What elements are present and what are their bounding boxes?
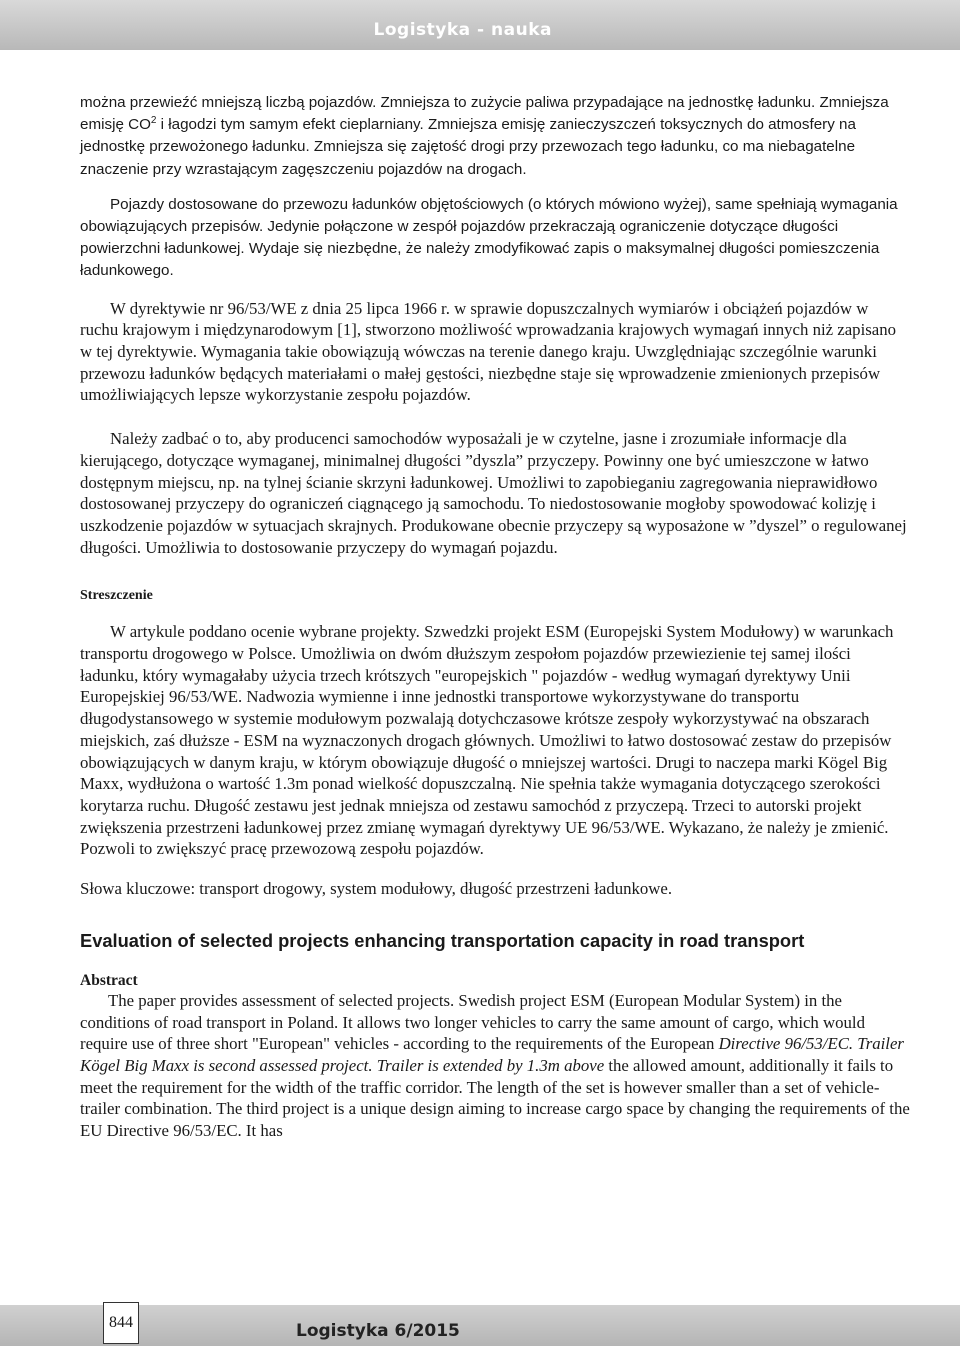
abstract-body — [80, 990, 910, 1142]
abstract-text-a: The paper provides assessment of selected projects. Swedish project ESM (European Modular System) in the conditions of road transport in Poland. It allows two longer vehicles to carry the same amount of cargo, which would require use of three short "European" vehicles - according to the requirements of the European — [80, 990, 865, 1054]
paragraph-3: W dyrektywie nr 96/53/WE z dnia 25 lipca 1966 r. w sprawie dopuszczalnych wymiarów i obciążeń pojazdów w ruchu krajowym i międzynarodowym [1], stworzono możliwość wprowadzania krajowych wymagań innych niż zapisano w tej dyrektywie. Wymagania takie obowiązują wówczas na terenie danego kraju. Uwzględniając szczególnie warunki przewozu ładunków będących materiałami o małej gęstości, niezbędne staje się wprowadzenie zmienionych przepisów umożliwiających lepsze wykorzystanie zespołu pojazdów. — [80, 298, 896, 405]
article-body — [80, 92, 910, 1142]
paragraph-2: Pojazdy dostosowane do przewozu ładunków objętościowych (o których mówiono wyżej), same spełniają wymagania obowiązujących przepisów. Jedynie połączone w zespół pojazdów przekraczają ograniczenie dotyczące długości powierzchni ładunkowej. Wydaje się niezbędne, że należy zmodyfikować zapis o maksymalnej długości pomieszczenia ładunkowego. — [80, 195, 898, 280]
summary-heading: Streszczenie — [80, 588, 153, 604]
keywords: Słowa kluczowe: transport drogowy, system modułowy, długość przestrzeni ładunkowe. — [80, 879, 673, 899]
english-title: Evaluation of selected projects enhancing transportation capacity in road transport — [80, 929, 805, 951]
paragraph-1 — [80, 92, 910, 181]
footer-bar — [0, 1305, 960, 1346]
abstract-text-b: the allowed amount, additionally it fails to meet the requirement for the width of the traffic corridor. The length of the set is however smaller than a set of vehicle-trailer combination. The third project is a unique design aiming to increase cargo space by changing the requirements of the EU Directive 96/53/EC. It has — [80, 1055, 910, 1141]
paragraph-1-text-a: można przewieźć mniejszą liczbą pojazdów. Zmniejsza to zużycie paliwa przypadające na jednostkę ładunku. Zmniejsza emisję CO — [80, 94, 889, 134]
paragraph-1-text-b: i łagodzi tym samym efekt cieplarniany. Zmniejsza emisję zanieczyszczeń toksycznych do atmosfery na jednostkę przewożonego ładunku. Zmniejsza się zajętość drogi przy przewozach tego ładunku, co ma niebagatelne znaczenie przy wzrastającym zagęszczeniu pojazdów na drogach. — [80, 116, 856, 178]
abstract-label: Abstract — [80, 971, 138, 989]
journal-issue: Logistyka 6/2015 — [296, 1321, 460, 1341]
summary-body: W artykule poddano ocenie wybrane projekty. Szwedzki projekt ESM (Europejski System Modułowy) w warunkach transportu drogowego w Polsce. Umożliwia on dwóm dłuższym zespołom pojazdów przewiezienie tej samej ilości ładunku, który wymagałaby użycia trzech krótszych "europejskich " pojazdów - według wymagań dyrektywy Unii Europejskiej 96/53/WE. Nadwozia wymienne i inne jednostki transportowe wykorzystywane do transportu długodystansowego w systemie modułowym pozwalają dotychczasowe krótsze zespoły wykorzystywać na obszarach miejskich, zaś dłuższe - ESM na wyznaczonych drogach głównych. Umożliwi to łatwo dostosować zestaw do przepisów obowiązujących w danym kraju, w którym obowiązuje długość o mniejszej wartości. Drugi to naczepa marki Kögel Big Maxx, wydłużona o wartość 1.3m ponad wielkość dopuszczalną. Nie spełnia także wymagania dotyczącego szerokości korytarza ruchu. Długość zestawu jest jednak mniejsza od zestawu samochód z przyczepą. Trzeci to autorski projekt zwiększenia przestrzeni ładunkowej przez zmianę wymagań dyrektywy UE 96/53/WE. Wykazano, że należy je zmienić. Pozwoli to zwiększyć pracę przewozową zespołu pojazdów. — [80, 622, 894, 859]
header-bar — [0, 0, 960, 50]
page-number: 844 — [103, 1302, 139, 1344]
running-header-title: Logistyka - nauka — [373, 20, 552, 40]
co2-subscript: 2 — [150, 115, 157, 127]
abstract-text-italic: Directive 96/53/EC. Trailer Kögel Big Maxx is second assessed project. Trailer is extended by 1.3m above — [80, 1034, 904, 1075]
paragraph-4: Należy zadbać o to, aby producenci samochodów wyposażali je w czytelne, jasne i zrozumiałe informacje dla kierującego, dotyczące wymaganej, minimalnej długości ”dyszla” przyczepy. Powinny one być umieszczone w łatwo dostępnym miejscu, np. na tylnej ścianie skrzyni ładunkowej. Umożliwi to zapobieganiu zagregowania nieprawidłowo dostosowanej przyczepy do ograniczeń ciągnącego ją samochodu. To niedostosowanie mogłoby spowodować kolizję i uszkodzenie pojazdów w sytuacjach skrajnych. Produkowane obecnie przyczepy są wyposażone w ”dyszel” o regulowanej długości. Umożliwia to dostosowanie przyczepy do wymagań pojazdu. — [80, 429, 907, 557]
